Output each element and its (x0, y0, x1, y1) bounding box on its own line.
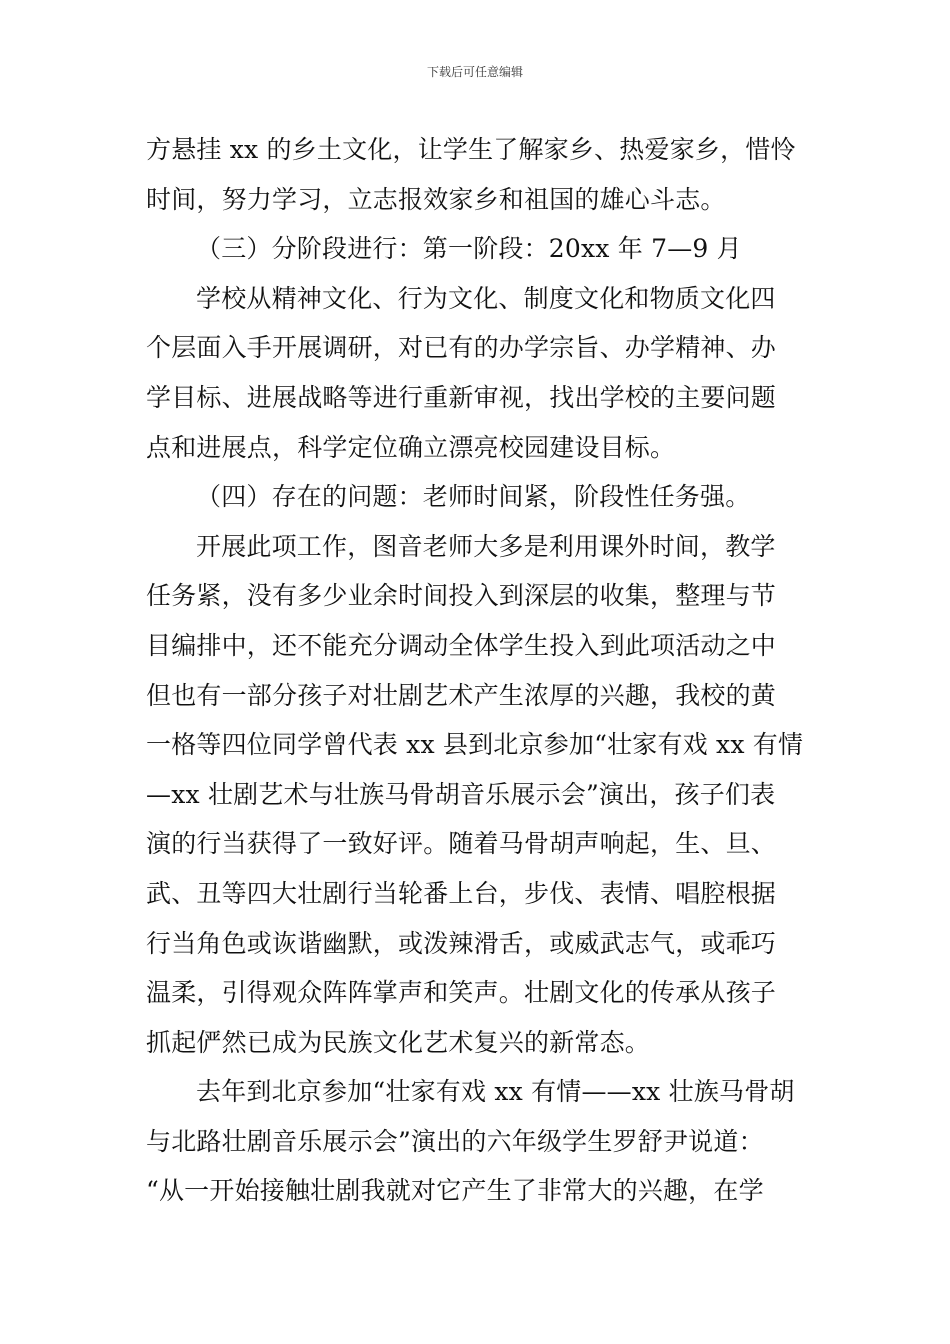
text-line: 行当角色或诙谐幽默，或泼辣滑舌，或威武志气，或乖巧 (146, 928, 777, 958)
text-line: 去年到北京参加“壮家有戏 xx 有情——xx 壮族马骨胡 (196, 1077, 795, 1107)
text-line: 任务紧，没有多少业余时间投入到深层的收集，整理与节 (146, 581, 777, 611)
text-line: 时间，努力学习，立志报效家乡和祖国的雄心斗志。 (146, 184, 726, 214)
text-line: 一格等四位同学曾代表 xx 县到北京参加“壮家有戏 xx 有情 (146, 730, 804, 760)
text-line: 武、丑等四大壮剧行当轮番上台，步伐、表情、唱腔根据 (146, 878, 777, 908)
page-header: 下载后可任意编辑 (426, 65, 523, 79)
text-line: 抓起俨然已成为民族文化艺术复兴的新常态。 (146, 1027, 651, 1057)
text-line: —xx 壮剧艺术与壮族马骨胡音乐展示会”演出，孩子们表 (146, 779, 776, 809)
text-line: 开展此项工作，图音老师大多是利用课外时间，教学 (196, 531, 776, 561)
text-line: 目编排中，还不能充分调动全体学生投入到此项活动之中 (146, 630, 777, 660)
text-line: （四）存在的问题：老师时间紧，阶段性任务强。 (196, 482, 751, 512)
text-line: 学校从精神文化、行为文化、制度文化和物质文化四 (196, 283, 776, 313)
text-line: 温柔，引得观众阵阵掌声和笑声。壮剧文化的传承从孩子 (146, 978, 777, 1008)
text-line: （三）分阶段进行：第一阶段：20xx 年 7—9 月 (196, 234, 742, 264)
text-line: 学目标、进展战略等进行重新审视，找出学校的主要问题 (146, 382, 777, 412)
text-line: 点和进展点，科学定位确立漂亮校园建设目标。 (146, 432, 676, 462)
text-line: 方悬挂 xx 的乡土文化，让学生了解家乡、热爱家乡，惜怜 (146, 135, 796, 164)
document-body (146, 125, 811, 1216)
text-line: 与北路壮剧音乐展示会”演出的六年级学生罗舒尹说道： (146, 1126, 764, 1156)
text-line: 演的行当获得了一致好评。随着马骨胡声响起，生、旦、 (146, 829, 777, 859)
text-line: 但也有一部分孩子对壮剧艺术产生浓厚的兴趣，我校的黄 (146, 680, 777, 710)
text-line: “从一开始接触壮剧我就对它产生了非常大的兴趣，在学 (146, 1176, 764, 1206)
text-line: 个层面入手开展调研，对已有的办学宗旨、办学精神、办 (146, 333, 777, 363)
